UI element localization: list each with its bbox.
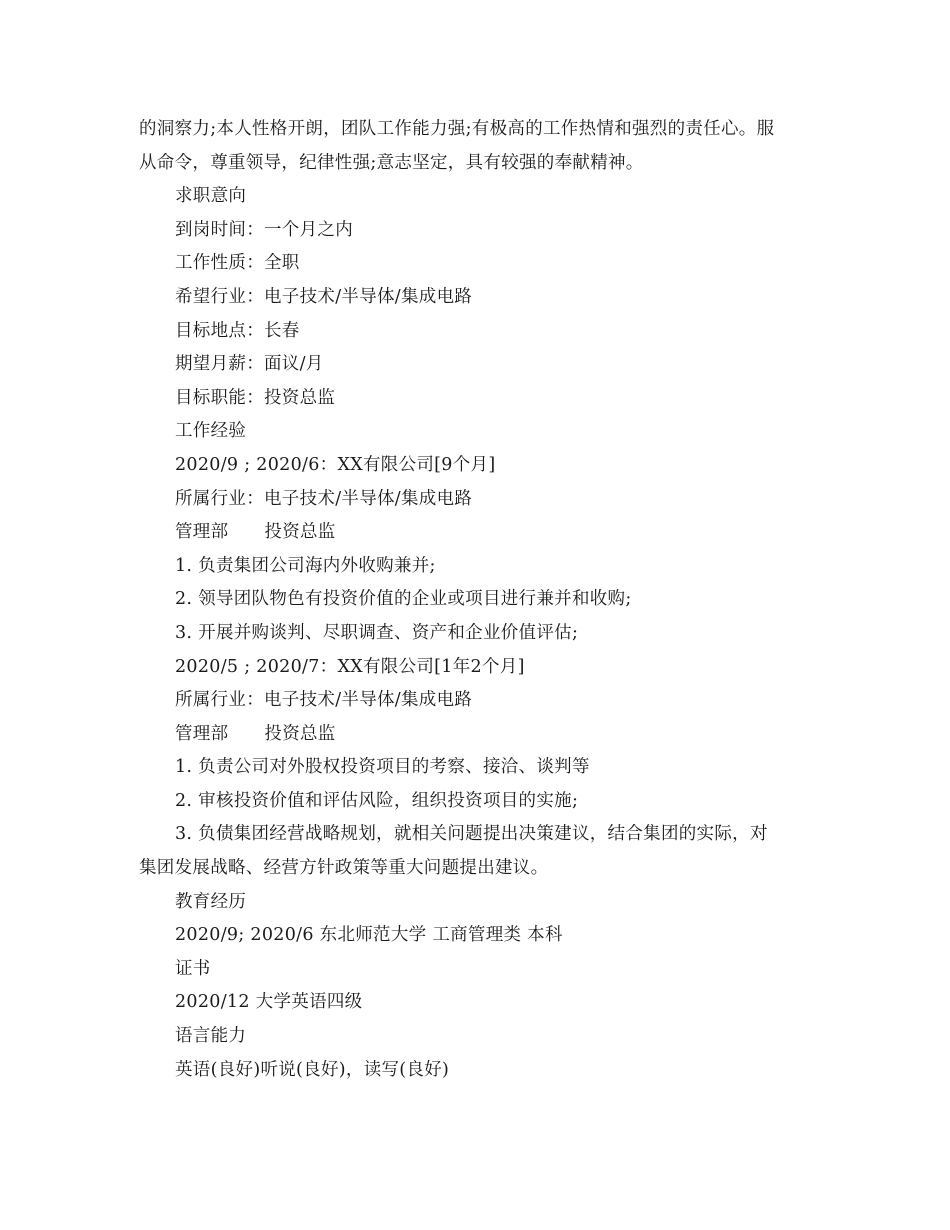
target-location: 目标地点：长春	[175, 320, 300, 341]
job-department: 管理部	[175, 522, 229, 543]
job-duty: 3. 开展并购谈判、尽职调查、资产和企业价值评估;	[175, 622, 579, 643]
expected-salary: 期望月薪：面议/月	[175, 354, 324, 375]
certificate-entry: 2020/12 大学英语四级	[175, 992, 363, 1013]
job-duty: 1. 负责集团公司海内外收购兼并;	[175, 555, 436, 576]
job-duty: 3. 负债集团经营战略规划，就相关问题提出决策建议，结合集团的实际，对	[175, 824, 768, 845]
job-department: 管理部	[175, 723, 229, 744]
section-heading-education: 教育经历	[175, 891, 247, 912]
job-industry: 所属行业：电子技术/半导体/集成电路	[175, 690, 473, 711]
job-industry: 所属行业：电子技术/半导体/集成电路	[175, 488, 473, 509]
intro-line: 的洞察力;本人性格开朗，团队工作能力强;有极高的工作热情和强烈的责任心。服	[139, 119, 775, 139]
job-period: 2020/5 ; 2020/7：XX有限公司[1年2个月]	[175, 656, 525, 677]
job-position: 投资总监	[264, 723, 336, 744]
desired-industry: 希望行业：电子技术/半导体/集成电路	[175, 286, 473, 307]
job-nature: 工作性质：全职	[175, 253, 300, 274]
education-entry: 2020/9; 2020/6 东北师范大学 工商管理类 本科	[175, 925, 563, 946]
job-period: 2020/9 ; 2020/6：XX有限公司[9个月]	[175, 454, 496, 475]
target-function: 目标职能：投资总监	[175, 387, 336, 408]
job-duty: 1. 负责公司对外股权投资项目的考察、接洽、谈判等	[175, 757, 590, 778]
section-heading-certificates: 证书	[175, 958, 211, 979]
language-entry: 英语(良好)听说(良好)，读写(良好)	[175, 1059, 450, 1080]
job-department-row	[139, 516, 815, 550]
job-duty-continuation: 集团发展战略、经营方针政策等重大问题提出建议。	[139, 858, 549, 879]
job-position: 投资总监	[264, 522, 336, 543]
document-body	[139, 113, 815, 1087]
section-heading-work-experience: 工作经验	[175, 421, 247, 442]
job-duty: 2. 领导团队物色有投资价值的企业或项目进行兼并和收购;	[175, 589, 632, 610]
section-heading-job-intention: 求职意向	[175, 186, 247, 207]
section-heading-language: 语言能力	[175, 1026, 247, 1047]
job-duty: 2. 审核投资价值和评估风险，组织投资项目的实施;	[175, 790, 579, 811]
job-department-row	[139, 718, 815, 752]
arrival-time: 到岗时间：一个月之内	[175, 219, 353, 240]
intro-line: 从命令，尊重领导，纪律性强;意志坚定，具有较强的奉献精神。	[139, 152, 644, 173]
